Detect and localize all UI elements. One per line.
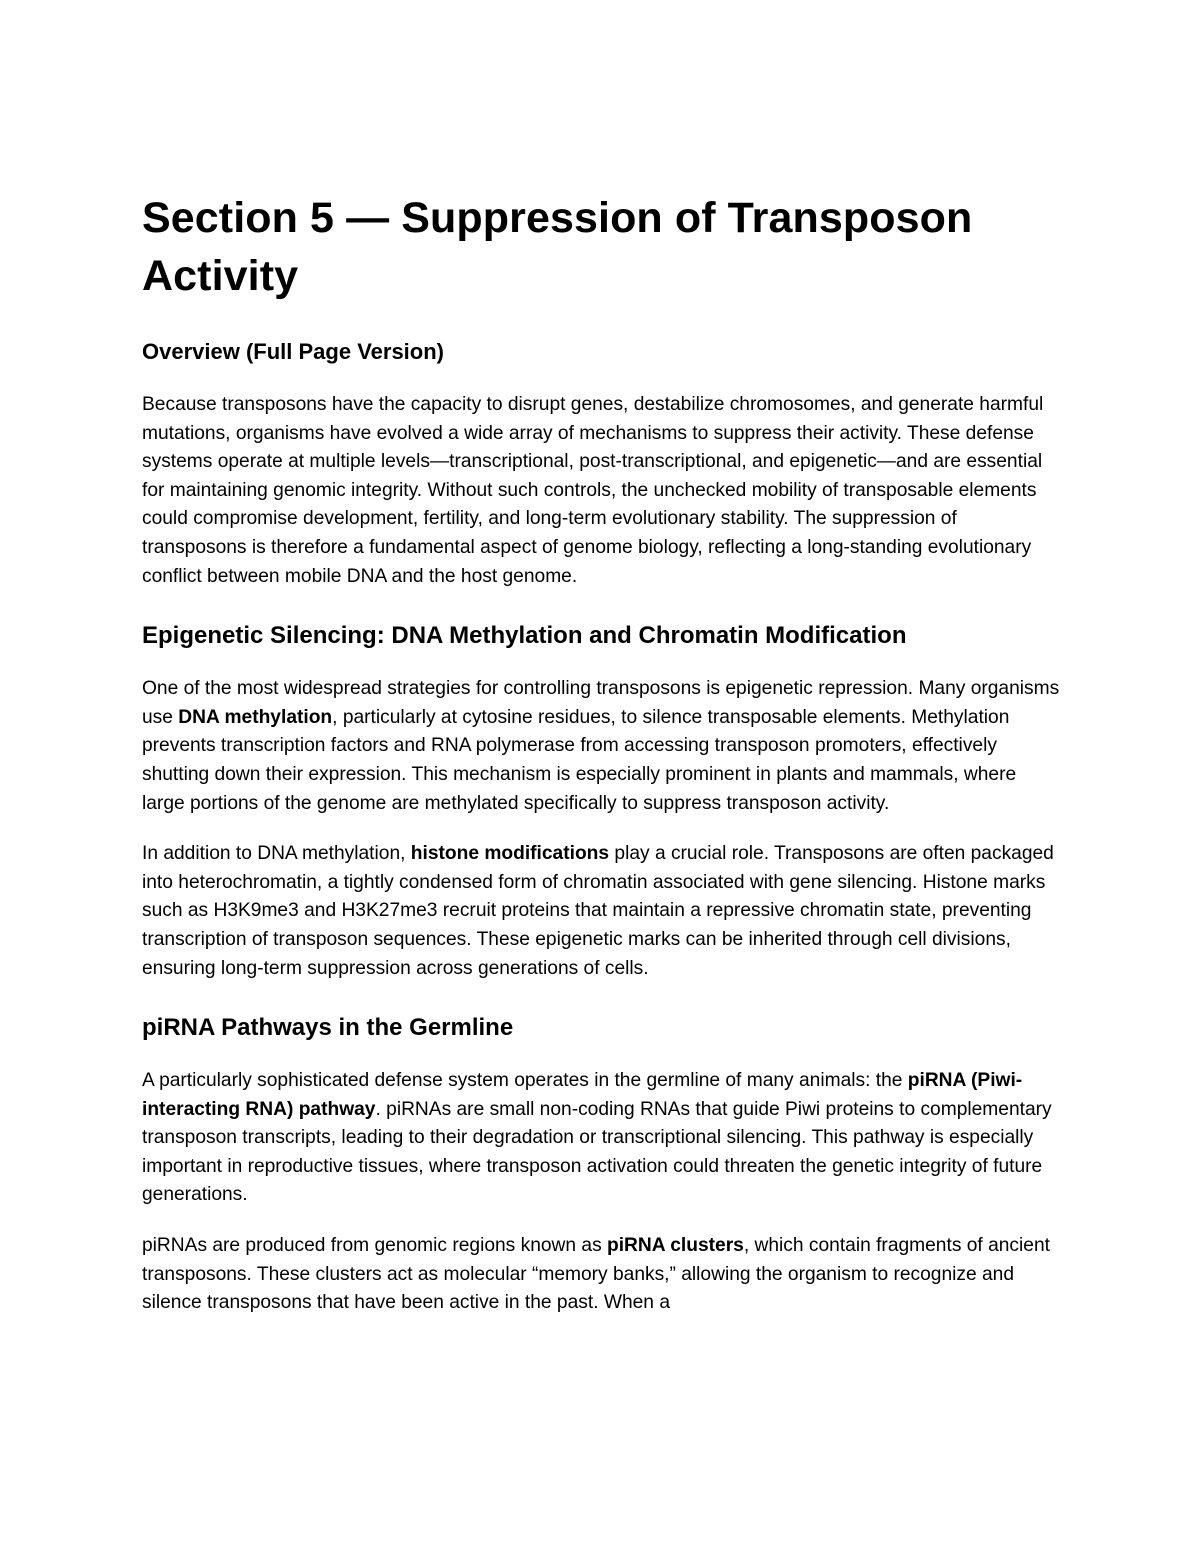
overview-heading: Overview (Full Page Version) xyxy=(142,339,444,364)
text-run: play a crucial role. Transposons are often packaged into heterochromatin, a tightly condensed form of chromatin associated with gene silencing. Histone marks such as H3K9me3 and H3K27me3 recruit proteins that maintain a repressive chromatin state, preventing transcription of transposon sequences. These epigenetic marks can be inherited through cell divisions, ensuring long-term suppression across generations of cells. xyxy=(142,843,1054,979)
overview-paragraph: Because transposons have the capacity to disrupt genes, destabilize chromosomes, and generate harmful mutations, organisms have evolved a wide array of mechanisms to suppress their activity. These defense systems operate at multiple levels—transcriptional, post-transcriptional, and epigenetic—and are essential for maintaining genomic integrity. Without such controls, the unchecked mobility of transposable elements could compromise development, fertility, and long-term evolutionary stability. The suppression of transposons is therefore a fundamental aspect of genome biology, reflecting a long-standing evolutionary conflict between mobile DNA and the host genome. xyxy=(142,394,1044,587)
text-run: One of the most widespread strategies for controlling transposons is epigenetic repression. Many organisms use xyxy=(142,678,1060,728)
page-title: Section 5 — Suppression of Transposon Activity xyxy=(142,194,973,300)
text-run: , which contain fragments of ancient transposons. These clusters act as molecular “memory banks,” allowing the organism to recognize and silence transposons that have been active in the past. When a xyxy=(142,1235,1050,1314)
epigenetic-heading: Epigenetic Silencing: DNA Methylation and Chromatin Modification xyxy=(142,622,907,650)
bold-term-dna-methylation: DNA methylation xyxy=(178,706,333,728)
text-run: , particularly at cytosine residues, to silence transposable elements. Methylation prevents transcription factors and RNA polymerase from accessing transposon promoters, effectively shutting down their expression. This mechanism is especially prominent in plants and mammals, where large portions of the genome are methylated specifically to suppress transposon activity. xyxy=(142,706,1017,814)
epigenetic-paragraph-2 xyxy=(142,840,1060,983)
pirna-paragraph-2 xyxy=(142,1232,1060,1318)
text-run: . piRNAs are small non-coding RNAs that guide Piwi proteins to complementary transposon transcripts, leading to their degradation or transcriptional silencing. This pathway is especially important in reproductive tissues, where transposon activation could threaten the genetic integrity of future generations. xyxy=(142,1098,1052,1206)
text-run: In addition to DNA methylation, xyxy=(142,843,411,865)
bold-term-pirna-clusters: piRNA clusters xyxy=(607,1235,744,1257)
epigenetic-paragraph-1 xyxy=(142,675,1060,818)
bold-term-pirna-pathway: piRNA (Piwi-interacting RNA) pathway xyxy=(142,1070,1023,1120)
bold-term-histone-modifications: histone modifications xyxy=(410,843,610,865)
text-run: piRNAs are produced from genomic regions known as xyxy=(142,1235,607,1257)
pirna-paragraph-1 xyxy=(142,1067,1060,1210)
text-run: A particularly sophisticated defense system operates in the germline of many animals: the xyxy=(142,1070,908,1092)
pirna-heading: piRNA Pathways in the Germline xyxy=(142,1014,514,1042)
